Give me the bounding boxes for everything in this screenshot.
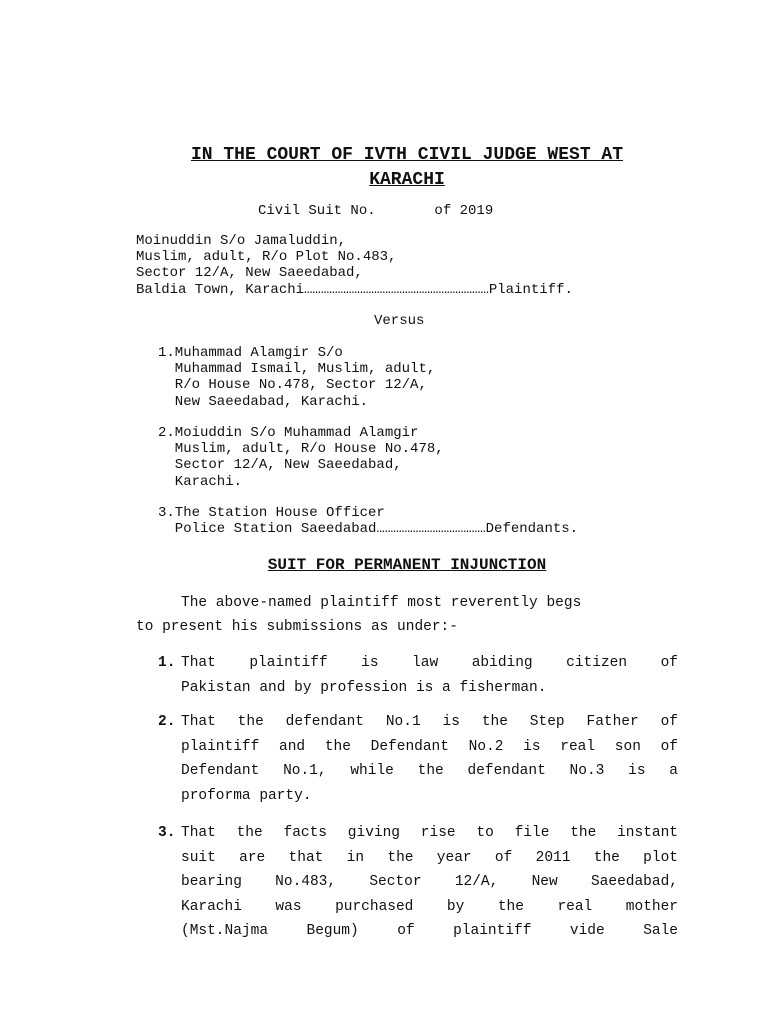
plaintiff-line: Sector 12/A, New Saeedabad, <box>136 265 363 281</box>
defendant-line: Karachi. <box>158 474 243 490</box>
defendant-line: Muhammad Ismail, Muslim, adult, <box>158 361 436 377</box>
paragraph-line: That plaintiff is law abiding citizen of <box>181 655 678 671</box>
defendant-line: 3.The Station House Officer <box>158 505 385 521</box>
versus-label: Versus <box>374 313 425 329</box>
plaintiff-line: Muslim, adult, R/o Plot No.483, <box>136 249 397 265</box>
paragraph-line: Defendant No.1, while the defendant No.3 is a <box>181 763 678 779</box>
paragraph-line: That the facts giving rise to file the instant <box>181 825 678 841</box>
paragraph-line: proforma party. <box>181 787 312 804</box>
paragraph-line: plaintiff and the Defendant No.2 is real son of <box>181 738 678 755</box>
court-title-line-2: KARACHI <box>369 170 445 190</box>
paragraph-number: 3. <box>158 825 176 841</box>
suit-heading: SUIT FOR PERMANENT INJUNCTION <box>267 556 547 574</box>
paragraph-number: 2. <box>158 714 176 730</box>
plaintiff-line: Moinuddin S/o Jamaluddin, <box>136 233 347 249</box>
paragraph-line: suit are that in the year of 2011 the plot <box>181 849 678 866</box>
defendant-line: Sector 12/A, New Saeedabad, <box>158 457 402 473</box>
paragraph-line: That the defendant No.1 is the Step Father of <box>181 714 678 730</box>
paragraph-line: (Mst.Najma Begum) of plaintiff vide Sale <box>181 923 678 939</box>
defendant-line: 2.Moiuddin S/o Muhammad Alamgir <box>158 425 419 441</box>
intro-line: The above-named plaintiff most reverently begs <box>181 595 582 611</box>
intro-line: to present his submissions as under:- <box>136 619 458 635</box>
defendant-line: New Saeedabad, Karachi. <box>158 394 369 410</box>
plaintiff-line: Baldia Town, Karachi…………………………………………………………Plaintiff. <box>136 282 573 298</box>
paragraph-line: Pakistan and by profession is a fisherman. <box>181 679 547 696</box>
defendant-line: Muslim, adult, R/o House No.478, <box>158 441 444 457</box>
defendant-line: 1.Muhammad Alamgir S/o <box>158 345 343 361</box>
defendant-line: Police Station Saeedabad…………………………………Defendants. <box>158 521 579 537</box>
court-title-line-1: IN THE COURT OF IVTH CIVIL JUDGE WEST AT <box>190 145 624 165</box>
defendant-line: R/o House No.478, Sector 12/A, <box>158 377 427 393</box>
paragraph-number: 1. <box>158 655 176 671</box>
suit-number-line: Civil Suit No. of 2019 <box>258 203 494 219</box>
paragraph-line: bearing No.483, Sector 12/A, New Saeedabad, <box>181 874 678 890</box>
paragraph-line: Karachi was purchased by the real mother <box>181 898 678 915</box>
